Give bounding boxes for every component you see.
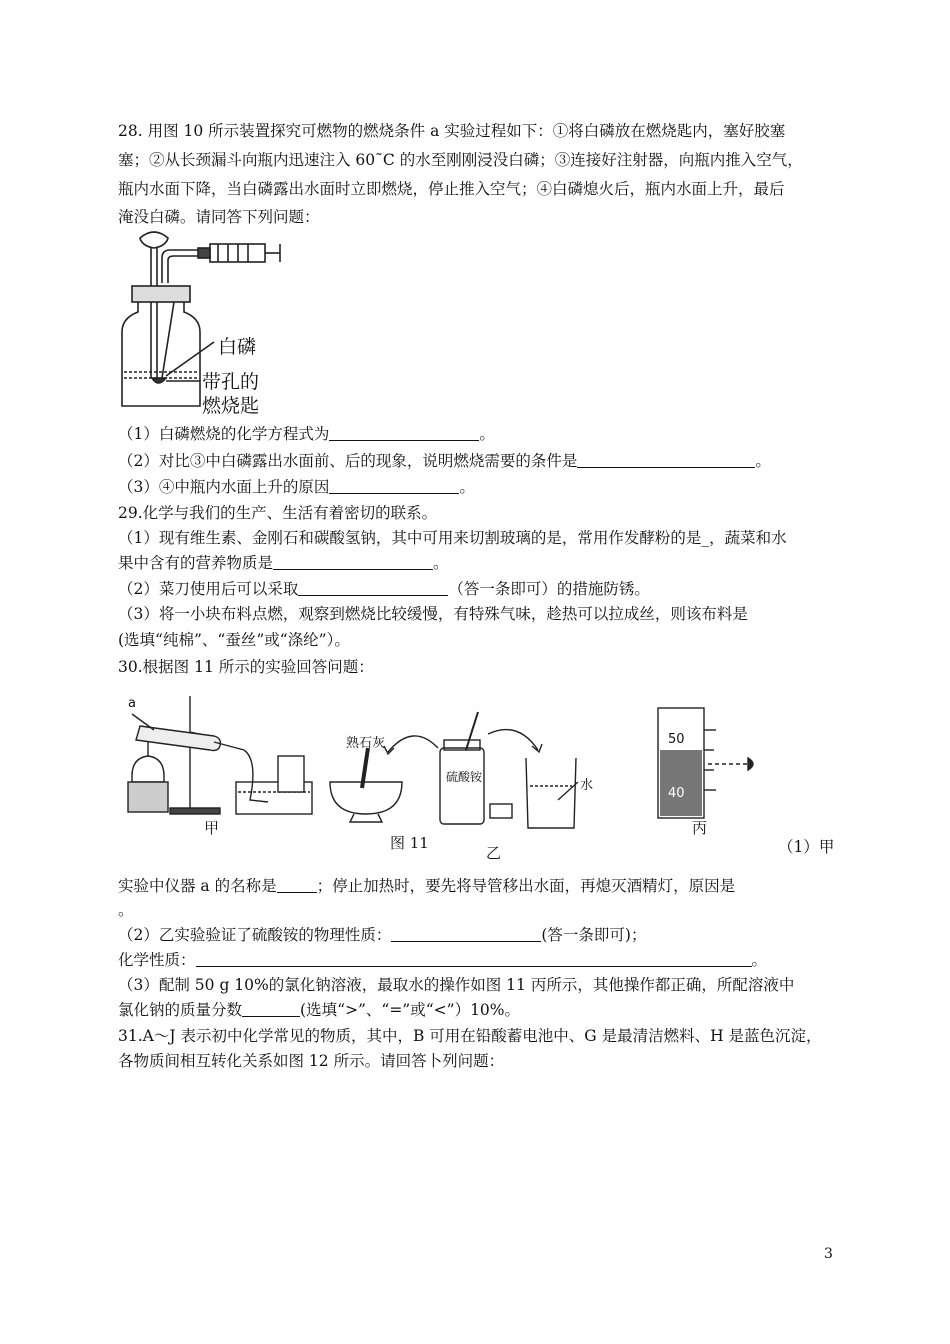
q29-sub3-line: （3）将一小块布料点燃，观察到燃烧比较缓慢，有特殊气味，趁热可以拉成丝，则该布料是 bbox=[118, 605, 748, 623]
q28-sub2 bbox=[118, 451, 771, 471]
q28-text-line: 淹没白磷。请同答下列问题： bbox=[118, 208, 320, 226]
q30-sub1-text: 实验中仪器 a 的名称是 bbox=[118, 877, 277, 895]
q28-text-line: 瓶内水面下降，当白磷露出水面时立即燃烧，停止推入空气；④白磷熄火后，瓶内水面上升，最后 bbox=[118, 180, 785, 198]
q28-text-line: 塞；②从长颈漏斗向瓶内迅速注入 60˜C 的水至刚刚浸没白磷；③连接好注射器，向瓶内推入空气， bbox=[118, 151, 803, 169]
answer-blank[interactable] bbox=[298, 580, 448, 596]
q28-sub3-end: 。 bbox=[459, 478, 475, 496]
q30-sub3-line bbox=[118, 1000, 520, 1020]
q30-sub2 bbox=[118, 925, 646, 945]
q30-sub1-line bbox=[118, 876, 735, 896]
q30-sub2-text: 化学性质： bbox=[118, 951, 196, 969]
q28-sub1-text: （1）白磷燃烧的化学方程式为 bbox=[118, 425, 330, 443]
q28-sub1-end: 。 bbox=[479, 425, 495, 443]
q29-sub1-line bbox=[118, 553, 449, 573]
figure-label-lime: 熟石灰 bbox=[346, 736, 386, 751]
q28-sub2-text: （2）对比③中白磷露出水面前、后的现象，说明燃烧需要的条件是 bbox=[118, 452, 578, 470]
q31-text-line: 31.A～J 表示初中化学常见的物质，其中，B 可用在铅酸蓄电池中、G 是最清洁燃料、H 是蓝色沉淀， bbox=[118, 1027, 822, 1045]
page-number: 3 bbox=[824, 1246, 833, 1262]
figure-label-a: a bbox=[128, 696, 136, 711]
figure-label-spoon: 带孔的 bbox=[202, 371, 260, 393]
answer-blank[interactable] bbox=[277, 877, 317, 893]
answer-blank[interactable] bbox=[577, 452, 755, 468]
figure-label-bing: 丙 bbox=[692, 819, 708, 837]
q30-sub1-line: 。 bbox=[118, 901, 134, 919]
answer-blank[interactable] bbox=[242, 1001, 300, 1017]
q30-sub2-end: (答一条即可)； bbox=[541, 926, 647, 944]
answer-blank[interactable] bbox=[391, 926, 541, 942]
q29-sub2-text: （2）菜刀使用后可以采取 bbox=[118, 580, 299, 598]
q29-sub1-end: 。 bbox=[433, 554, 449, 572]
q30-sub2-text: （2）乙实验验证了硫酸铵的物理性质： bbox=[118, 926, 392, 944]
figure-label-50: 50 bbox=[668, 732, 685, 747]
q30-sub1-head: （1）甲 bbox=[778, 838, 835, 856]
q30-sub2-end: 。 bbox=[751, 951, 768, 969]
q29-sub2 bbox=[118, 579, 650, 599]
figure-label-ammonium-sulfate: 硫酸铵 bbox=[446, 770, 483, 784]
q30-sub3-text: 氯化钠的质量分数 bbox=[118, 1001, 243, 1019]
q28-sub3 bbox=[118, 477, 475, 497]
figure-label-40: 40 bbox=[668, 786, 685, 801]
q29-sub1-text: 果中含有的营养物质是 bbox=[118, 554, 274, 572]
answer-blank[interactable] bbox=[329, 478, 459, 494]
q30-sub1-text: ；停止加热时，要先将导管移出水面，再熄灭酒精灯，原因是 bbox=[316, 877, 736, 895]
q30-sub2-line bbox=[118, 950, 767, 970]
figure-label-phosphorus: 白磷 bbox=[218, 336, 257, 358]
q29-title: 29.化学与我们的生产、生活有着密切的联系。 bbox=[118, 504, 438, 522]
q28-sub3-text: （3）④中瓶内水面上升的原因 bbox=[118, 478, 330, 496]
figure-caption: 图 11 bbox=[390, 834, 429, 852]
q30-title: 30.根据图 11 所示的实验回答问题： bbox=[118, 658, 374, 676]
q31-text-line: 各物质间相互转化关系如图 12 所示。请回答卜列问题： bbox=[118, 1052, 505, 1070]
figure-label-water: 水 bbox=[580, 778, 594, 793]
q28-sub1 bbox=[118, 424, 495, 444]
q29-sub3-line: (选填“纯棉”、“蚕丝”或“涤纶”）。 bbox=[118, 631, 350, 649]
q28-text-line: 28. 用图 10 所示装置探究可燃物的燃烧条件 a 实验过程如下：①将白磷放在燃烧匙内，塞好胶塞 bbox=[118, 122, 786, 140]
answer-blank[interactable] bbox=[196, 951, 752, 967]
q29-sub1-line: （1）现有维生素、金刚石和碳酸氢钠，其中可用来切割玻璃的是，常用作发酵粉的是_，蔬菜和水 bbox=[118, 529, 787, 547]
q29-sub2-end: （答一条即可）的措施防锈。 bbox=[448, 580, 650, 598]
q30-sub3-line: （3）配制 50 g 10%的氯化钠溶液，最取水的操作如图 11 丙所示，其他操作都正确，所配溶液中 bbox=[118, 976, 795, 994]
q28-sub2-end: 。 bbox=[755, 452, 771, 470]
figure-label-jia: 甲 bbox=[204, 819, 220, 837]
answer-blank[interactable] bbox=[273, 554, 433, 570]
answer-blank[interactable] bbox=[329, 425, 479, 441]
q30-sub3-end: (选填“>”、“=”或“<”）10%。 bbox=[300, 1001, 521, 1019]
figure-label-yi: 乙 bbox=[486, 844, 502, 862]
figure-label-spoon: 燃烧匙 bbox=[202, 395, 260, 417]
